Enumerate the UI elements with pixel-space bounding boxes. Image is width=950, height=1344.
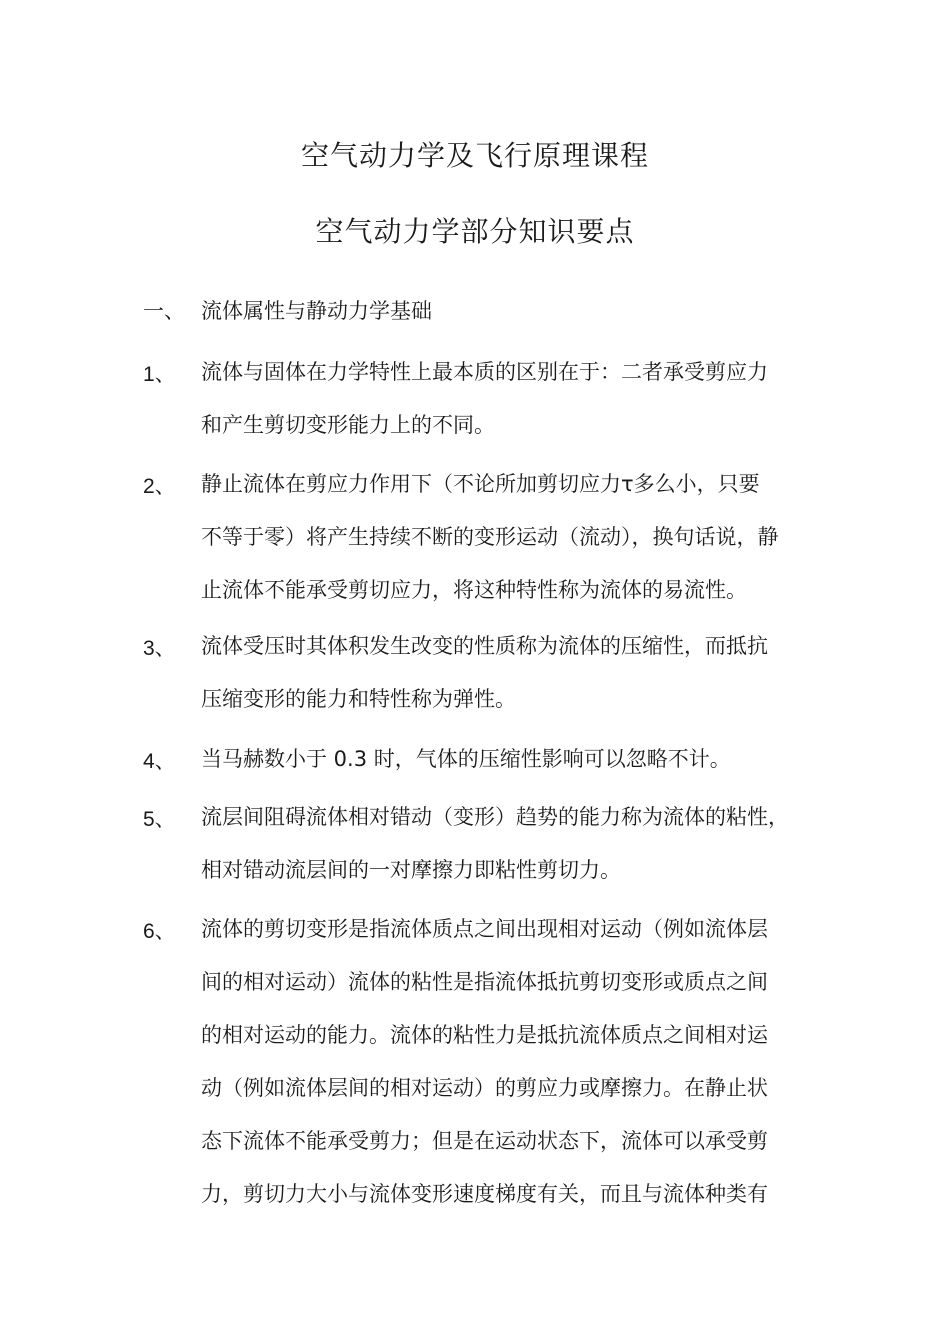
document-subtitle: 空气动力学部分知识要点 [315,215,635,248]
section-title: 流体属性与静动力学基础 [201,299,432,323]
text-line: 不等于零）将产生持续不断的变形运动（流动），换句话说，静 [201,525,779,549]
item-number: 3、 [143,637,176,660]
item-text [201,620,811,726]
text-line: 力，剪切力大小与流体变形速度梯度有关，而且与流体种类有 [201,1182,768,1206]
section-number: 一、 [143,299,185,323]
text-line: 压缩变形的能力和特性称为弹性。 [201,687,516,711]
item-text [201,791,811,897]
item-text [201,733,811,786]
text-line: 流层间阻碍流体相对错动（变形）趋势的能力称为流体的粘性， [201,805,789,829]
item-text [201,458,811,617]
text-line: 动（例如流体层间的相对运动）的剪应力或摩擦力。在静止状 [201,1076,768,1100]
text-line: 流体与固体在力学特性上最本质的区别在于：二者承受剪应力 [201,360,768,384]
text-line: 间的相对运动）流体的粘性是指流体抵抗剪切变形或质点之间 [201,970,768,994]
text-line: 相对错动流层间的一对摩擦力即粘性剪切力。 [201,858,621,882]
text-line: 止流体不能承受剪切应力，将这种特性称为流体的易流性。 [201,578,747,602]
item-text [201,903,811,1221]
text-line: 态下流体不能承受剪力；但是在运动状态下，流体可以承受剪 [201,1129,768,1153]
text-line: 当马赫数小于 0.3 时，气体的压缩性影响可以忽略不计。 [201,747,731,771]
item-number: 6、 [143,920,176,943]
item-text [201,346,811,452]
text-line: 流体的剪切变形是指流体质点之间出现相对运动（例如流体层 [201,917,768,941]
item-number: 1、 [143,363,176,386]
text-line: 的相对运动的能力。流体的粘性力是抵抗流体质点之间相对运 [201,1023,768,1047]
text-line: 流体受压时其体积发生改变的性质称为流体的压缩性，而抵抗 [201,634,768,658]
text-line: 静止流体在剪应力作用下（不论所加剪切应力τ多么小，只要 [201,472,760,496]
item-number: 2、 [143,475,176,498]
item-number: 4、 [143,750,176,773]
text-line: 和产生剪切变形能力上的不同。 [201,413,495,437]
document-title: 空气动力学及飞行原理课程 [300,139,649,172]
item-number: 5、 [143,808,176,831]
